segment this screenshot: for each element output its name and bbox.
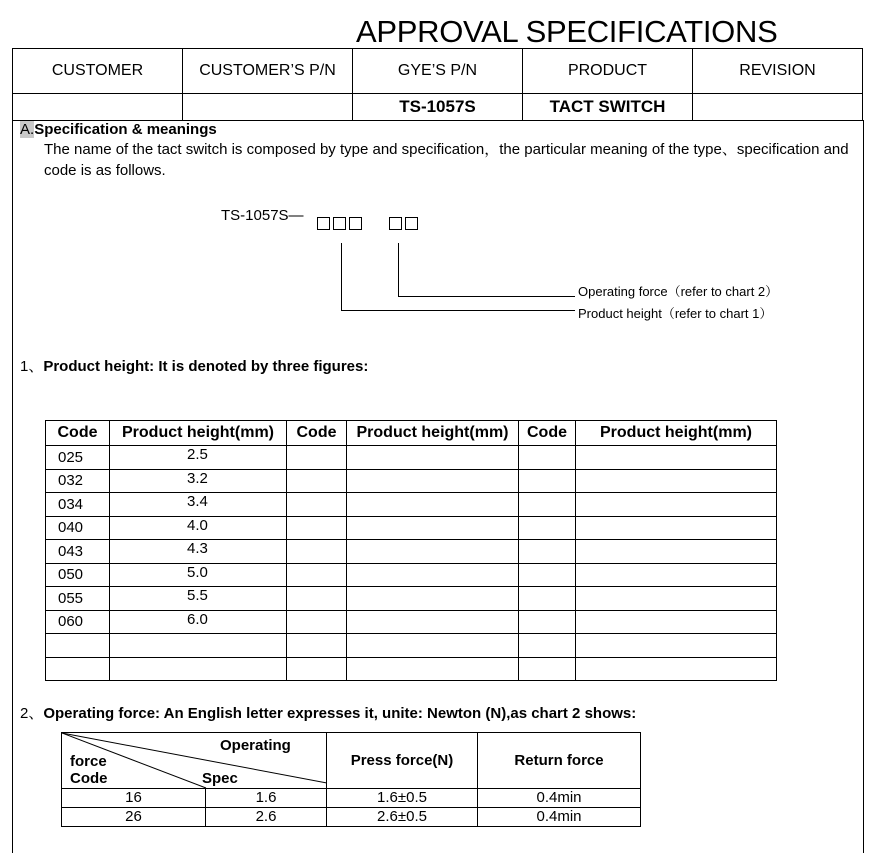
chart1-header-code-1: Code: [46, 421, 110, 446]
code-cell: [287, 587, 347, 611]
section-2-number: 2、: [20, 705, 44, 722]
height-cell: 5.5: [110, 587, 287, 611]
table-row: [46, 587, 777, 611]
header-label-gye-pn: GYE’S P/N: [353, 49, 523, 94]
force-leader-horizontal: [398, 296, 575, 297]
header-label-revision: REVISION: [693, 49, 863, 94]
header-value-customer: [13, 94, 183, 121]
code-cell: [519, 587, 576, 611]
height-cell: [110, 634, 287, 658]
table-row: [46, 469, 777, 493]
height-cell: [576, 469, 777, 493]
section-1-number: 1、: [20, 358, 44, 375]
section-2-title: Operating force: An English letter expresses it, unite: Newton (N),as chart 2 shows:: [43, 705, 637, 722]
code-cell: 060: [46, 610, 110, 634]
height-cell: 4.0: [110, 516, 287, 540]
code-cell: 040: [46, 516, 110, 540]
header-table: [12, 48, 863, 121]
callout-operating-force: Operating force（refer to chart 2）: [578, 284, 779, 299]
height-cell: 5.0: [110, 563, 287, 587]
height-cell: [576, 634, 777, 658]
height-cell: [347, 540, 519, 564]
code-cell: [287, 610, 347, 634]
placeholder-box-3: [349, 217, 362, 230]
table-row: [46, 610, 777, 634]
height-cell: [347, 587, 519, 611]
table-row: [46, 634, 777, 658]
height-cell: [347, 469, 519, 493]
placeholder-box-1: [317, 217, 330, 230]
force-leader-vertical: [398, 243, 399, 297]
chart2-diagonal-header: [62, 733, 327, 789]
header-value-product: TACT SWITCH: [523, 94, 693, 121]
diag-label-operating: Operating: [220, 737, 291, 754]
table-row: [62, 808, 641, 827]
height-cell: [110, 657, 287, 681]
height-cell: 6.0: [110, 610, 287, 634]
diag-label-force: force: [70, 753, 107, 770]
code-cell: [519, 657, 576, 681]
code-cell: [287, 516, 347, 540]
placeholder-box-4: [389, 217, 402, 230]
code-cell: [287, 469, 347, 493]
chart2-header-press-force: Press force(N): [327, 733, 478, 789]
code-cell: 034: [46, 493, 110, 517]
height-cell: [347, 634, 519, 658]
chart1-header-height-2: Product height(mm): [347, 421, 519, 446]
spec-cell: 1.6: [206, 789, 327, 808]
height-cell: 2.5: [110, 446, 287, 470]
press-force-cell: 1.6±0.5: [327, 789, 478, 808]
header-label-customer: CUSTOMER: [13, 49, 183, 94]
height-cell: [347, 446, 519, 470]
code-cell: [519, 563, 576, 587]
height-cell: [347, 516, 519, 540]
code-cell: [519, 516, 576, 540]
code-cell: 032: [46, 469, 110, 493]
page-title: APPROVAL SPECIFICATIONS: [356, 14, 778, 49]
table-row: [46, 540, 777, 564]
header-label-customer-pn: CUSTOMER’S P/N: [183, 49, 353, 94]
height-cell: [576, 563, 777, 587]
table-row: [62, 789, 641, 808]
height-cell: [347, 493, 519, 517]
diag-label-spec: Spec: [202, 770, 238, 787]
code-cell: 055: [46, 587, 110, 611]
header-label-product: PRODUCT: [523, 49, 693, 94]
table-row: [46, 563, 777, 587]
table-row: [46, 446, 777, 470]
section-1-heading: [20, 355, 368, 376]
height-cell: [576, 540, 777, 564]
code-cell: [519, 634, 576, 658]
height-cell: [347, 610, 519, 634]
height-cell: 4.3: [110, 540, 287, 564]
height-cell: [347, 657, 519, 681]
chart2-header-return-force: Return force: [478, 733, 641, 789]
section-1-title: Product height: It is denoted by three figures:: [43, 358, 369, 375]
code-cell: [287, 493, 347, 517]
height-leader-vertical: [341, 243, 342, 311]
chart1-body: [46, 446, 777, 681]
part-number-prefix: TS-1057S—: [221, 207, 304, 224]
code-cell: [287, 446, 347, 470]
header-value-customer-pn: [183, 94, 353, 121]
height-cell: [576, 446, 777, 470]
height-cell: [576, 657, 777, 681]
header-value-gye-pn: TS-1057S: [353, 94, 523, 121]
chart1-header-code-3: Code: [519, 421, 576, 446]
height-cell: 3.4: [110, 493, 287, 517]
return-force-cell: 0.4min: [478, 789, 641, 808]
code-cell: [287, 657, 347, 681]
table-row: [46, 657, 777, 681]
diag-label-code: Code: [70, 770, 108, 787]
section-a-title: Specification & meanings: [34, 121, 217, 138]
height-cell: [576, 587, 777, 611]
height-cell: 3.2: [110, 469, 287, 493]
press-force-cell: 2.6±0.5: [327, 808, 478, 827]
code-cell: [519, 540, 576, 564]
code-cell: [46, 657, 110, 681]
code-cell: 043: [46, 540, 110, 564]
table-row: [46, 493, 777, 517]
table-row: [46, 516, 777, 540]
chart1-header-code-2: Code: [287, 421, 347, 446]
height-cell: [576, 610, 777, 634]
code-cell: 025: [46, 446, 110, 470]
code-cell: [46, 634, 110, 658]
callout-product-height: Product height（refer to chart 1）: [578, 306, 773, 321]
section-a-heading: [20, 121, 217, 138]
chart1-product-height-table: [45, 420, 777, 681]
return-force-cell: 0.4min: [478, 808, 641, 827]
section-2-heading: [20, 702, 636, 723]
force-code-cell: 26: [62, 808, 206, 827]
placeholder-box-5: [405, 217, 418, 230]
chart2-body: [62, 789, 641, 827]
chart1-header-height-1: Product height(mm): [110, 421, 287, 446]
header-value-revision: [693, 94, 863, 121]
placeholder-box-2: [333, 217, 346, 230]
code-cell: 050: [46, 563, 110, 587]
code-cell: [519, 446, 576, 470]
height-leader-horizontal: [341, 310, 575, 311]
code-cell: [287, 563, 347, 587]
code-cell: [287, 540, 347, 564]
code-cell: [287, 634, 347, 658]
chart2-operating-force-table: [61, 732, 641, 827]
code-cell: [519, 493, 576, 517]
height-cell: [347, 563, 519, 587]
chart1-header-height-3: Product height(mm): [576, 421, 777, 446]
section-a-description: The name of the tact switch is composed by type and specification，the particular meaning of the type、specification and code is as follows.: [44, 141, 849, 179]
code-cell: [519, 610, 576, 634]
height-cell: [576, 516, 777, 540]
height-cell: [576, 493, 777, 517]
spec-cell: 2.6: [206, 808, 327, 827]
force-code-cell: 16: [62, 789, 206, 808]
section-a-letter: A.: [20, 121, 35, 138]
code-cell: [519, 469, 576, 493]
